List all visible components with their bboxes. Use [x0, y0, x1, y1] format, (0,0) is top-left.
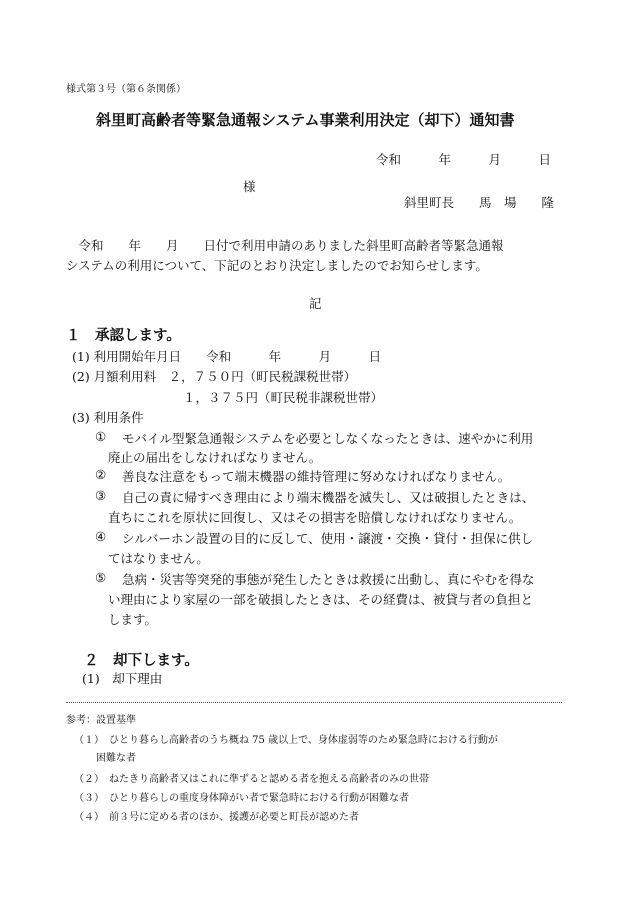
form-number-label: 様式第３号（第６条関係） [66, 84, 186, 95]
intro-line-2: システムの利用について、下記のとおり決定しましたのでお知らせします。 [66, 258, 488, 273]
condition-3-line-2: 直ちにこれを原状に回復し、又はその損害を賠償しなければなりません。 [108, 510, 522, 525]
condition-5-num: ⑤ [95, 570, 107, 585]
condition-5-line-3: します。 [108, 612, 158, 627]
condition-3-num: ③ [95, 488, 107, 503]
reference-1-line-1: ひとり暮らし高齢者のうち概ね 75 歳以上で、身体虚弱等のため緊急時における行動が [109, 735, 498, 746]
reference-4-line-1: 前３号に定める者のほか、援護が必要と町長が認めた者 [109, 812, 359, 823]
condition-1-line-1: モバイル型緊急通報システムを必要としなくなったときは、速やかに利用 [122, 431, 534, 446]
condition-5-line-1: 急病・災害等突発的事態が発生したときは救援に出動し、真にやむを得な [122, 572, 535, 587]
date-line: 令和 年 月 日 [376, 152, 552, 167]
reference-2-num: （２） [74, 774, 104, 785]
conditions-label: (3) 利用条件 [72, 410, 144, 425]
monthly-fee-row: (2) 月額利用料 ２，７５０円（町民税課税世帯） [72, 369, 357, 384]
reference-1-line-2: 困難な者 [96, 753, 136, 764]
reference-3-num: （３） [74, 793, 104, 804]
reject-reason-label: (1) 却下理由 [82, 671, 163, 686]
condition-4-num: ④ [95, 529, 107, 544]
condition-1-line-2: 廃止の届出をしなければなりません。 [108, 450, 322, 465]
monthly-fee-row-2: １，３７５円（町民税非課税世帯） [183, 390, 384, 405]
reference-label: 参考：設置基準 [66, 715, 136, 726]
reference-1-num: （１） [74, 735, 104, 746]
document-title: 斜里町高齢者等緊急通報システム事業利用決定（却下）通知書 [96, 111, 515, 129]
condition-1-num: ① [95, 429, 107, 444]
condition-4-line-1: シルバーホン設置の目的に反して、使用・譲渡・交換・貸付・担保に供し [122, 531, 534, 546]
condition-4-line-2: てはなりません。 [108, 551, 209, 566]
reference-4-num: （４） [74, 812, 104, 823]
addressee-sama: 様 [243, 179, 256, 194]
approve-heading: １ 承認します。 [66, 327, 181, 344]
intro-line-1: 令和 年 月 日付で利用申請のありました斜里町高齢者等緊急通報 [66, 238, 504, 253]
condition-5-line-2: い理由により家屋の一部を破損したときは、その経費は、被貸与者の負担と [108, 592, 534, 607]
condition-3-line-1: 自己の責に帰すべき理由により端末機器を滅失し、又は破損したときは、 [122, 490, 535, 505]
reference-3-line-1: ひとり暮らしの重度身体障がい者で緊急時における行動が困難な者 [109, 793, 409, 804]
condition-2-line-1: 善良な注意をもって端末機器の維持管理に努めなければなりません。 [122, 469, 511, 484]
sender-mayor: 斜里町長 馬 場 隆 [404, 195, 555, 210]
dotted-separator [66, 702, 562, 703]
ki-heading: 記 [309, 296, 322, 311]
condition-2-num: ② [95, 467, 107, 482]
reject-heading: ２ 却下します。 [84, 652, 199, 669]
start-date-row: (1) 利用開始年月日 令和 年 月 日 [72, 349, 382, 364]
reference-2-line-1: ねたきり高齢者又はこれに準ずると認める者を抱える高齢者のみの世帯 [109, 774, 429, 785]
